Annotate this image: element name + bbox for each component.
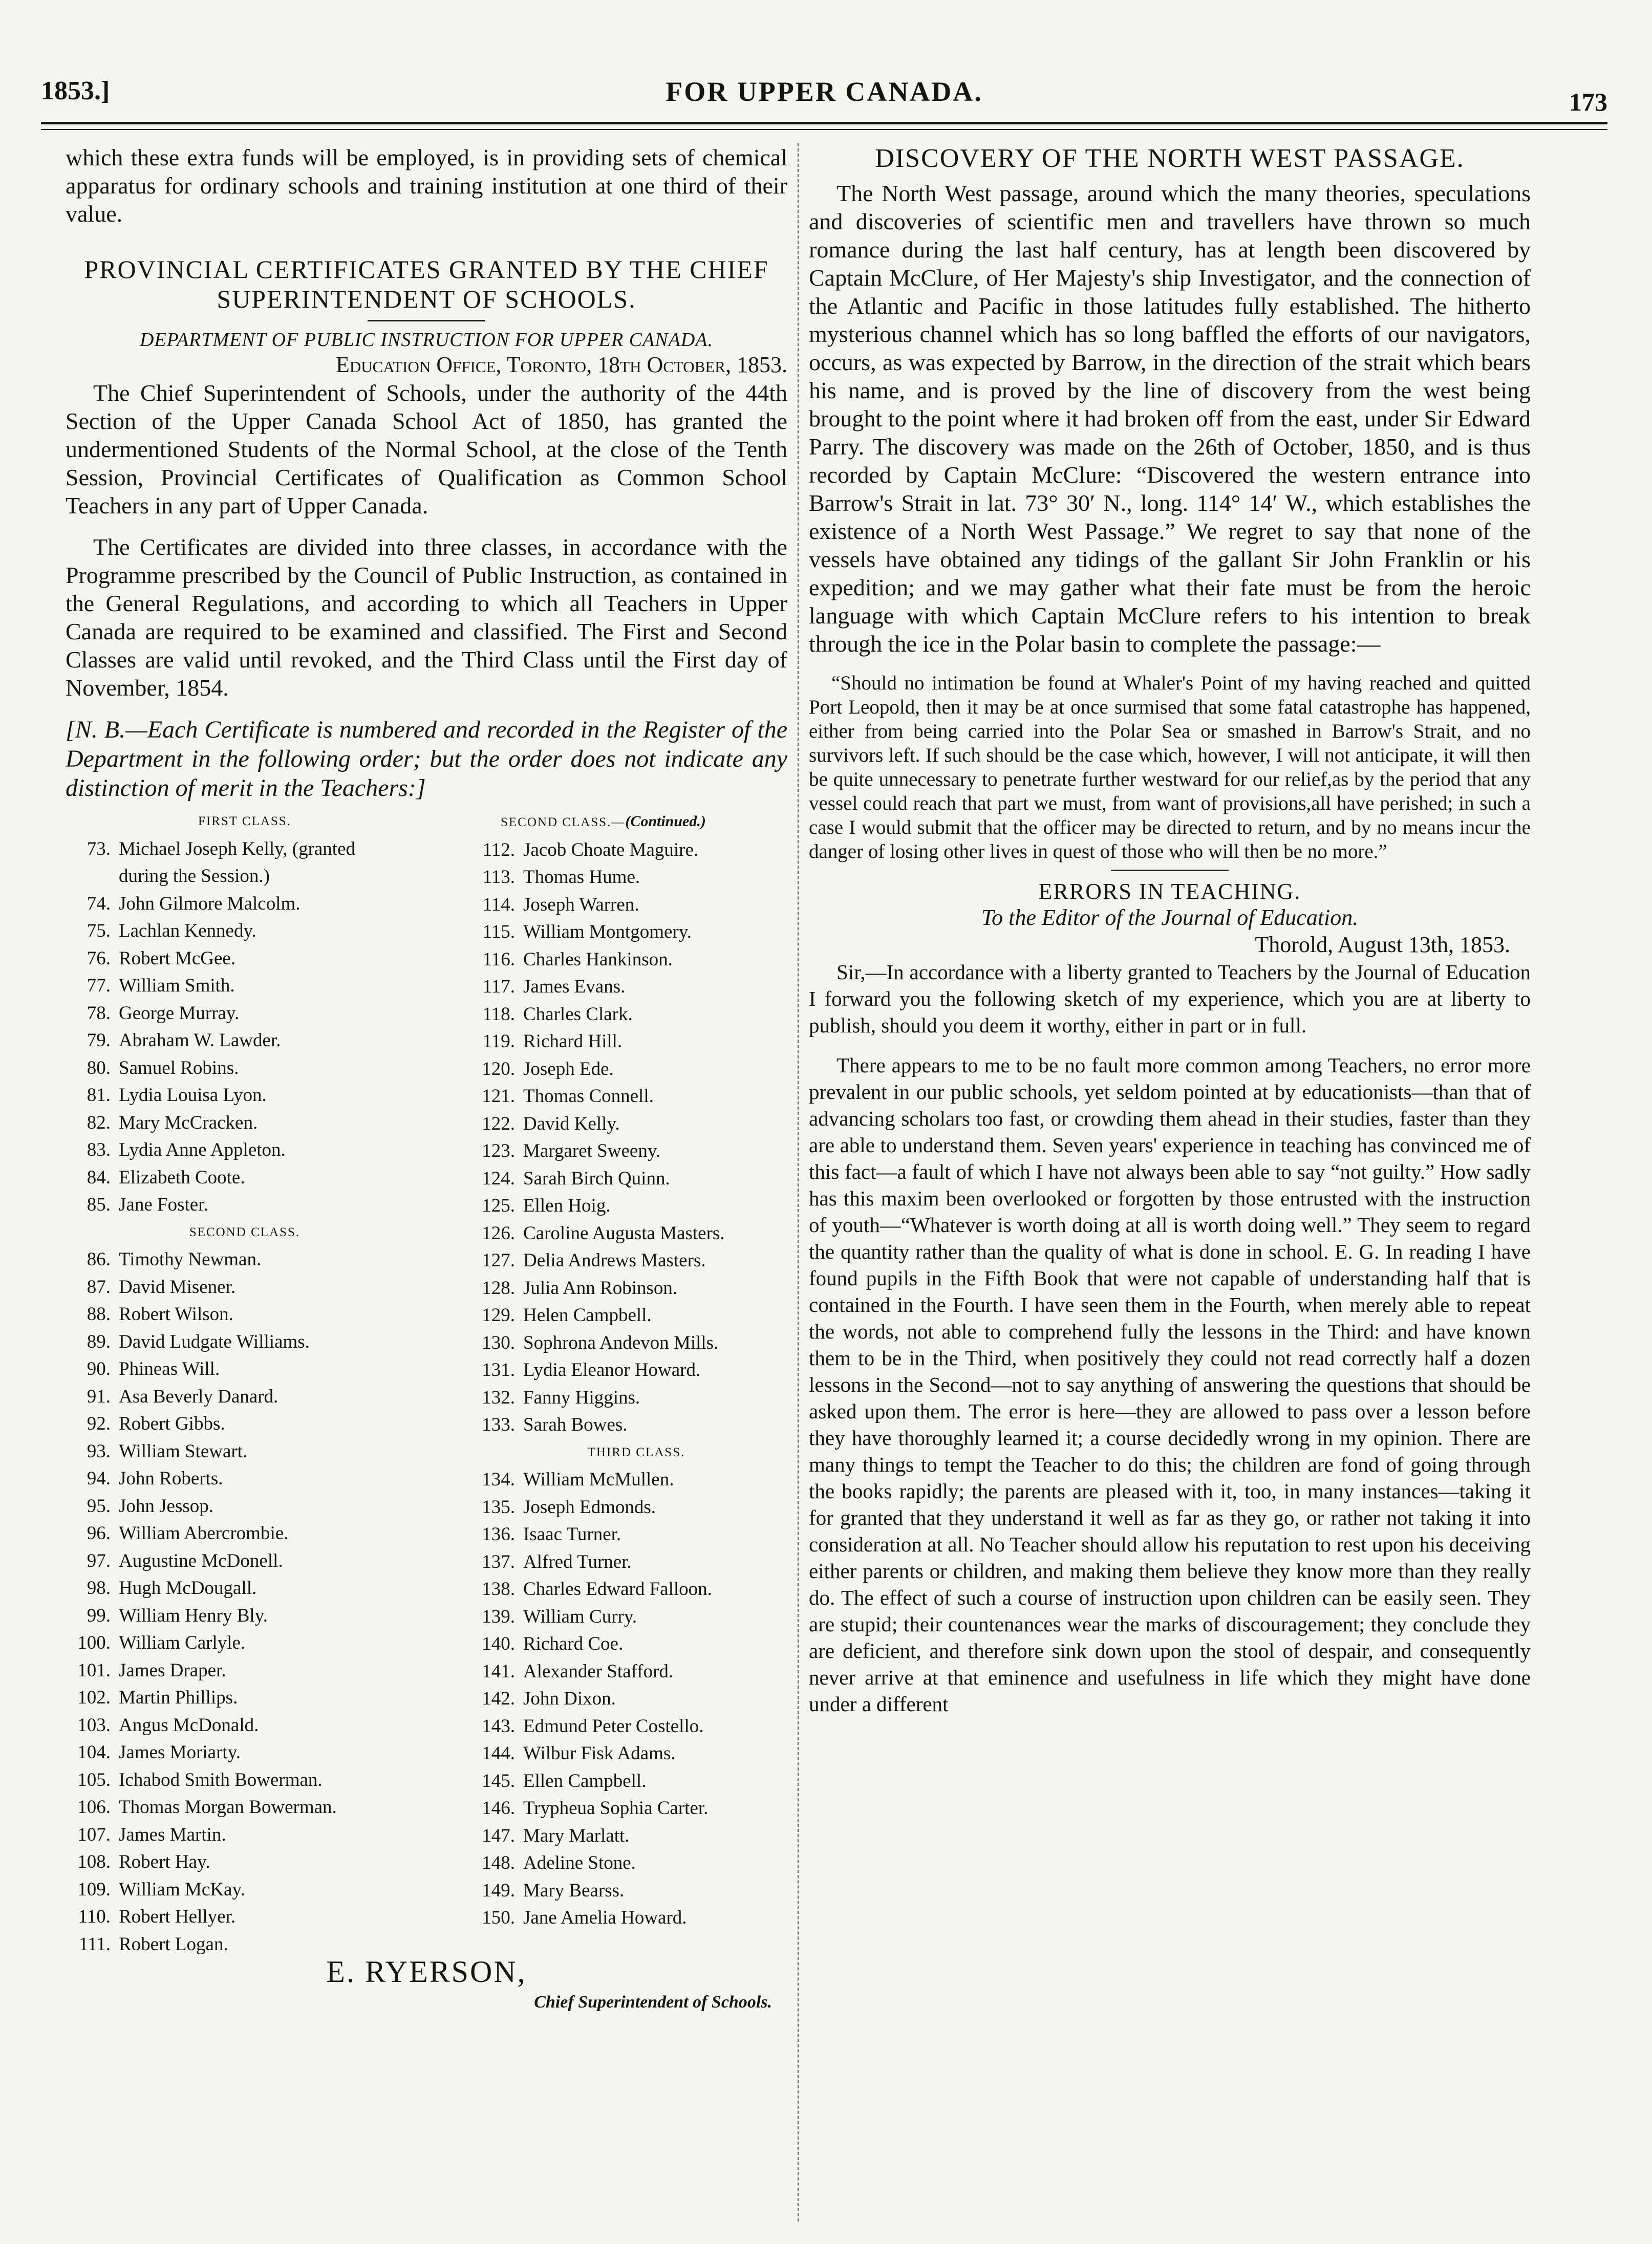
list-item [470,1877,787,1905]
teacher-name: James Martin. [119,1824,226,1845]
teacher-name: Robert Logan. [119,1933,228,1955]
teacher-name: Richard Hill. [523,1031,623,1052]
certificate-number: 118. [482,1003,515,1025]
teacher-name: Angus McDonald. [119,1714,259,1736]
teacher-name: David Misener. [119,1276,236,1298]
list-item [66,1848,424,1876]
teacher-name: Ellen Hoig. [523,1195,611,1216]
list-item [66,1082,424,1109]
teacher-name: William Montgomery. [523,921,692,942]
right-column [809,143,1531,2221]
teacher-name: Martin Phillips. [119,1687,238,1708]
list-item [66,1164,424,1192]
teacher-name: Margaret Sweeny. [523,1140,661,1161]
teacher-name: Sarah Birch Quinn. [523,1168,670,1189]
teacher-name: Edmund Peter Costello. [523,1715,704,1737]
certificate-number: 93. [87,1440,111,1462]
teacher-name: James Evans. [523,976,626,997]
list-item [470,1521,787,1548]
list-item-continuation: during the Session.) [119,866,270,887]
certificate-number: 133. [482,1414,515,1435]
teacher-name: Mary McCracken. [119,1112,258,1133]
certificate-number: 126. [482,1222,515,1244]
list-item [470,1767,787,1795]
certificate-number: 112. [482,839,515,860]
certificate-number: 140. [482,1633,515,1654]
teacher-name: Joseph Warren. [523,894,639,915]
list-item [66,1821,424,1849]
list-item [470,1356,787,1384]
teacher-name: Abraham W. Lawder. [119,1030,281,1051]
teacher-name: Robert Hellyer. [119,1906,236,1927]
list-item [66,1246,424,1274]
teacher-name: John Roberts. [119,1468,223,1489]
teacher-name: David Kelly. [523,1113,620,1134]
teacher-name: Ellen Campbell. [523,1770,647,1792]
certificate-number: 107. [77,1824,111,1845]
first-class-heading: FIRST CLASS. [198,814,291,828]
certificate-number: 110. [78,1906,111,1927]
teacher-name: David Ludgate Williams. [119,1331,310,1352]
certificate-number: 80. [87,1057,111,1078]
list-item [66,1547,424,1575]
certificate-number: 91. [87,1386,111,1407]
list-item [66,1355,424,1383]
list-item [470,1576,787,1603]
certificate-number: 75. [87,920,111,941]
certificate-number: 81. [87,1085,111,1106]
teacher-name: Phineas Will. [119,1358,220,1379]
list-item [470,1494,787,1521]
list-item [66,1465,424,1493]
certificate-number: 132. [482,1387,515,1408]
list-item [470,1110,787,1138]
certificate-number: 147. [482,1825,515,1846]
teacher-name: Lachlan Kennedy. [119,920,256,941]
teacher-name: William Curry. [523,1606,637,1627]
list-item [470,1275,787,1302]
certificate-number: 78. [87,1002,111,1024]
list-item [66,1136,424,1164]
list-item [470,1603,787,1631]
list-item [66,1438,424,1465]
certificate-number: 138. [482,1579,515,1600]
list-item [470,946,787,974]
teacher-name: Thomas Hume. [523,867,640,888]
list-item [66,945,424,973]
certificate-number: 113. [482,867,515,888]
header-title: FOR UPPER CANADA. [666,76,983,107]
second-class-heading: SECOND CLASS. [189,1225,301,1239]
list-item [66,1684,424,1712]
certificate-number: 85. [87,1194,111,1215]
certificate-list-first-column [66,808,424,1958]
list-item [66,835,424,863]
list-item [470,836,787,864]
teacher-name: Samuel Robins. [119,1057,239,1078]
list-item [470,1247,787,1275]
certificate-number: 121. [482,1086,515,1107]
list-item [66,1301,424,1328]
list-item [470,1165,787,1193]
list-item [66,1410,424,1438]
list-item [470,918,787,946]
teacher-name: Mary Bearss. [523,1880,625,1901]
list-item [470,1466,787,1494]
teacher-name: Augustine McDonell. [119,1550,283,1571]
list-item [470,1713,787,1740]
teacher-name: Sophrona Andevon Mills. [523,1332,719,1353]
certificate-number: 74. [87,893,111,914]
teacher-name: Fanny Higgins. [523,1387,640,1408]
teacher-name: Alfred Turner. [523,1551,632,1572]
list-item [470,1028,787,1055]
certificate-number: 108. [77,1851,111,1872]
certificate-number: 115. [482,921,515,942]
list-item [470,1001,787,1028]
teacher-name: Sarah Bowes. [523,1414,628,1435]
teacher-name: Adeline Stone. [523,1852,636,1873]
certificate-number: 135. [482,1496,515,1518]
teacher-name: James Moriarty. [119,1742,241,1763]
teacher-name: Robert Gibbs. [119,1413,225,1434]
certificate-number: 103. [77,1714,111,1736]
certificate-number: 142. [482,1688,515,1709]
certificate-number: 148. [482,1852,515,1873]
certificate-number: 88. [87,1304,111,1325]
certificate-number: 149. [482,1880,515,1901]
list-item [66,1520,424,1547]
list-item [470,1329,787,1357]
certificate-number: 137. [482,1551,515,1572]
list-item [66,1027,424,1054]
teacher-name: Wilbur Fisk Adams. [523,1743,676,1764]
list-item [470,1795,787,1822]
letter-paragraph-2: There appears to me to be no fault more common among Teachers, no error more prevalent in our public schools, yet seldom pointed at by educationists—than that of advancing scholars too fast, or crowding them ahead in their studies, faster than they are able to understand them. Seven years' experience in teaching has convinced me of this fact—a fault of which I have not always been able to say “not guilty.” How sadly has this maxim been overlooked or forgotten by those entrusted with the instruction of youth—“Whatever is worth doing at all is worth doing well.” They seem to regard the quantity rather than the quality of what is done in school. E. G. In reading I have found pupils in the Fifth Book that were not capable of understanding half that is contained in the Fourth. I have seen them in the Fourth, when merely able to repeat the words, not able to comprehend fully the lessons in the Third: and have known them to be in the Third, when positively they could not read correctly half a dozen lessons in the Second—not to say anything of answering the questions that should be asked upon them. The error is here—they are allowed to pass over a lesson before they have thoroughly learned it; a course decidedly wrong in my opinion. There are many things to tempt the Teacher to do this; the children are fond of going through the books rapidly; the parents are pleased with it, too, in many instances—taking it for granted that they understand it well as far as they go, or rather not taking it into consideration at all. No Teacher should allow his reputation to rest upon his deceiving either parents or children, and making them believe they know more than they really do. The effect of such a course of instruction upon children can be easily seen. They are stupid; their countenances wear the marks of discouragement; they conclude they are deficient, and therefore sink down upon the stool of despair, and consequently never arrive at that eminence and usefulness in life which they might have done under a different [809,1053,1531,1716]
certificate-number: 127. [482,1250,515,1271]
list-item [66,1629,424,1657]
teacher-name: Charles Clark. [523,1003,633,1025]
certificate-number: 102. [77,1687,111,1708]
certificate-number: 101. [77,1659,111,1681]
errors-dateline: Thorold, August 13th, 1853. [1255,932,1510,957]
certificate-number: 117. [482,976,515,997]
list-item [470,1685,787,1713]
teacher-name: Joseph Ede. [523,1058,614,1080]
teacher-name: William Stewart. [119,1440,248,1462]
letter-paragraph-1: Sir,—In accordance with a liberty granted to Teachers by the Journal of Education I forward you the following sketch of my experience, which you are at liberty to publish, should you deem it worthy, either in part or in full. [809,960,1531,1037]
list-item [470,864,787,891]
teacher-name: Richard Coe. [523,1633,624,1654]
list-item [66,1657,424,1685]
certificate-number: 86. [87,1249,111,1270]
teacher-name: Lydia Louisa Lyon. [119,1085,267,1106]
list-item [470,1630,787,1658]
teacher-name: Joseph Edmonds. [523,1496,656,1518]
teacher-name: William Abercrombie. [119,1523,289,1544]
running-header [41,76,1607,116]
list-item [66,1493,424,1520]
certificates-note: [N. B.—Each Certificate is numbered and recorded in the Register of the Department in the following order; but the order does not indicate any distinction of merit in the Teachers:] [66,716,787,802]
list-item [66,1109,424,1137]
certificate-list-second-column [470,808,787,1932]
teacher-name: William Smith. [119,975,235,996]
teacher-name: Delia Andrews Masters. [523,1250,706,1271]
teacher-name: Timothy Newman. [119,1249,262,1270]
certificates-paragraph-2: The Certificates are divided into three classes, in accordance with the Programme prescribed by the Council of Public Instruction, as contained in the General Regulations, and according to which all Teachers in Upper Canada are required to be examined and classified. The First and Second Classes are valid until revoked, and the Third Class until the First day of November, 1854. [66,534,787,701]
list-item [470,1137,787,1165]
certificate-number: 129. [482,1305,515,1326]
certificate-number: 97. [87,1550,111,1571]
list-item [470,1740,787,1767]
list-item [66,1739,424,1766]
teacher-name: Robert McGee. [119,947,236,969]
certificate-number: 87. [87,1276,111,1298]
teacher-name: George Murray. [119,1002,240,1024]
certificate-number: 111. [78,1933,111,1955]
teacher-name: Michael Joseph Kelly, (granted [119,838,356,859]
certificate-number: 77. [87,975,111,996]
certificate-number: 94. [87,1468,111,1489]
list-item [66,1931,424,1958]
certificate-number: 144. [482,1743,515,1764]
certificate-number: 136. [482,1524,515,1545]
teacher-name: Robert Hay. [119,1851,210,1872]
certificate-number: 90. [87,1358,111,1379]
teacher-name: William Carlyle. [119,1632,246,1653]
teacher-name: William Henry Bly. [119,1605,268,1626]
list-item [66,1602,424,1630]
certificate-number: 105. [77,1769,111,1790]
teacher-name: Jacob Choate Maguire. [523,839,699,860]
list-item [470,1220,787,1247]
certificate-number: 146. [482,1798,515,1819]
list-item [470,891,787,919]
teacher-name: William McMullen. [523,1469,674,1490]
teacher-name: Thomas Morgan Bowerman. [119,1797,337,1818]
certificate-number: 98. [87,1578,111,1599]
teacher-name: Robert Wilson. [119,1304,233,1325]
certificate-number: 145. [482,1770,515,1792]
signature-title: Chief Superintendent of Schools. [534,1993,772,2012]
department-line: DEPARTMENT OF PUBLIC INSTRUCTION FOR UPPER CANADA. [140,329,713,351]
teacher-name: Ichabod Smith Bowerman. [119,1769,323,1790]
list-item [66,1328,424,1356]
list-item [470,973,787,1001]
certificate-number: 84. [87,1167,111,1188]
teacher-name: William McKay. [119,1879,245,1900]
signature: E. RYERSON, [326,1955,527,1989]
teacher-name: Jane Foster. [119,1194,208,1215]
teacher-name: Elizabeth Coote. [119,1167,245,1188]
header-rule-thick [41,122,1607,124]
teacher-name: Mary Marlatt. [523,1825,630,1846]
header-year: 1853.] [41,76,110,105]
teacher-name: Charles Hankinson. [523,948,673,970]
list-item [66,1712,424,1739]
intro-paragraph: which these extra funds will be employed, is in providing sets of chemical apparatus for ordinary schools and training institution at one third of their value. [66,144,787,227]
list-item [470,1658,787,1686]
certificate-number: 73. [87,838,111,859]
mcclure-quote: “Should no intimation be found at Whaler's Point of my having reached and quitted Port Leopold, then it may be at once surmised that some fatal catastrophe has happened, either from being carried into the Polar Sea or smashed in Barrow's Strait, and no survivors left. If such should be the case which, however, I will not anticipate, it will then be quite unnecessary to penetrate further westward for our relief,as by the period that any vessel could reach that part we must, from want of provisions,all have perished; in such a case I would submit that the officer may be directed to return, and by no means incur the danger of losing other lives in quest of those who will then be no more.” [809,672,1531,862]
certificate-number: 128. [482,1277,515,1299]
list-item [66,1876,424,1904]
teacher-name: Julia Ann Robinson. [523,1277,678,1299]
certificate-number: 134. [482,1469,515,1490]
third-class-heading: THIRD CLASS. [587,1445,685,1459]
list-item [470,1384,787,1412]
list-item [470,1849,787,1877]
certificate-number: 99. [87,1605,111,1626]
teacher-name: James Draper. [119,1659,226,1681]
certificate-number: 82. [87,1112,111,1133]
errors-addressee: To the Editor of the Journal of Education. [981,905,1359,930]
certificate-number: 114. [482,894,515,915]
certificate-number: 120. [482,1058,515,1080]
certificate-number: 119. [482,1031,515,1052]
teacher-name: Lydia Eleanor Howard. [523,1360,701,1380]
certificates-paragraph-1: The Chief Superintendent of Schools, under the authority of the 44th Section of the Upper Canada School Act of 1850, has granted the undermentioned Students of the Normal School, at the close of the Tenth Session, Provincial Certificates of Qualification as Common School Teachers in any part of Upper Canada. [66,380,787,519]
list-item [66,890,424,918]
certificate-number: 106. [77,1797,111,1818]
certificate-number: 95. [87,1495,111,1517]
list-item [470,1055,787,1083]
list-item [66,917,424,945]
list-item [470,1302,787,1329]
list-item [66,1274,424,1301]
list-item [66,1383,424,1411]
certificate-number: 141. [482,1660,515,1682]
certificate-number: 79. [87,1030,111,1051]
certificate-number: 76. [87,947,111,969]
teacher-name: Helen Campbell. [523,1305,652,1326]
list-item [470,1904,787,1932]
teacher-name: Trypheua Sophia Carter. [523,1798,709,1819]
certificate-lists [66,808,787,1955]
certificate-number: 96. [87,1523,111,1544]
certificate-number: 143. [482,1715,515,1737]
certificate-number: 131. [482,1360,515,1380]
certificate-number: 123. [482,1140,515,1161]
teacher-name: Lydia Anne Appleton. [119,1139,286,1160]
teacher-name: Alexander Stafford. [523,1660,674,1682]
certificate-number: 125. [482,1195,515,1216]
certificate-number: 122. [482,1113,515,1134]
certificate-number: 150. [482,1907,515,1928]
certificate-number: 130. [482,1332,515,1353]
teacher-name: Hugh McDougall. [119,1578,257,1599]
list-item [66,1903,424,1931]
list-item [66,1054,424,1082]
office-date-line: Education Office, Toronto, 18th October, 1853. [335,352,787,377]
list-item [470,1548,787,1576]
certificate-number: 100. [77,1632,111,1653]
certificates-section-title: PROVINCIAL CERTIFICATES GRANTED BY THE CHIEF SUPERINTENDENT OF SCHOOLS. [84,255,769,313]
teacher-name: Thomas Connell. [523,1086,654,1107]
article-rule [1111,870,1229,871]
list-item [66,1766,424,1794]
teacher-name: Isaac Turner. [523,1524,621,1545]
certificate-number: 92. [87,1413,111,1434]
list-item [470,1411,787,1439]
header-rule-thin [41,129,1607,130]
list-item [66,1191,424,1219]
second-class-continued-heading: SECOND CLASS.—(Continued.) [501,813,706,830]
certificate-number: 139. [482,1606,515,1627]
left-column [66,143,787,2221]
teacher-name: Charles Edward Falloon. [523,1579,712,1600]
certificate-number: 109. [77,1879,111,1900]
teacher-name: Asa Beverly Danard. [119,1386,278,1407]
errors-in-teaching-title: ERRORS IN TEACHING. [1038,879,1301,904]
column-divider [798,143,799,2221]
certificate-number: 89. [87,1331,111,1352]
teacher-name: Jane Amelia Howard. [523,1907,687,1928]
list-item [470,1822,787,1850]
certificate-number: 83. [87,1139,111,1160]
list-item [66,972,424,1000]
teacher-name: John Jessop. [119,1495,214,1517]
certificate-number: 104. [77,1742,111,1763]
north-west-passage-paragraph: The North West passage, around which the many theories, speculations and discoveries of scientific men and travellers have thrown so much romance during the last half century, has at length been discovered by Captain McClure, of Her Majesty's ship Investigator, and the connection of the Atlantic and Pacific in those latitudes fully established. The hitherto mysterious channel which has so long baffled the efforts of our navigators, occurs, as was expected by Barrow, in the direction of the strait which bears his name, and is proved by the line of discovery from the west being brought to the point where it had broken off from the east, under Sir Edward Parry. The discovery was made on the 26th of October, 1850, and is thus recorded by Captain McClure: “Discovered the western entrance into Barrow's Strait in lat. 73° 30′ N., long. 114° 14′ W., which establishes the existence of a North West Passage.” We regret to say that none of the vessels have obtained any tidings of the gallant Sir John Franklin or his expedition; and we may gather what their fate must be from the heroic language with which Captain McClure refers to his intention to break through the ice in the Polar basin to complete the passage:— [809,180,1531,657]
list-item [66,1794,424,1821]
certificate-number: 116. [482,948,515,970]
list-item [66,1574,424,1602]
certificate-number: 124. [482,1168,515,1189]
teacher-name: John Gilmore Malcolm. [119,893,301,914]
teacher-name: John Dixon. [523,1688,616,1709]
north-west-passage-title: DISCOVERY OF THE NORTH WEST PASSAGE. [875,144,1465,173]
list-item [66,1000,424,1027]
list-item [470,1083,787,1110]
teacher-name: Caroline Augusta Masters. [523,1222,725,1244]
list-item [470,1192,787,1220]
section-rule [368,320,485,321]
page-number: 173 [1569,88,1607,116]
